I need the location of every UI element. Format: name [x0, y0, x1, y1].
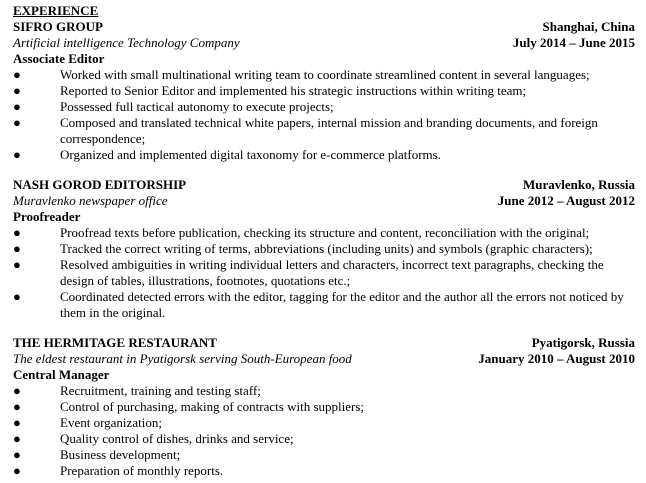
job-entry-sifro [13, 19, 635, 163]
bullet-icon: ● [13, 447, 21, 462]
list-item [13, 447, 635, 463]
job-entry-nash-gorod [13, 177, 635, 321]
company-name: THE HERMITAGE RESTAURANT [13, 335, 217, 350]
bullet-icon: ● [13, 289, 21, 304]
list-item [13, 241, 635, 257]
bullet-icon: ● [13, 257, 21, 272]
duties-list [13, 67, 635, 163]
list-item [13, 463, 635, 479]
bullet-icon: ● [13, 99, 21, 114]
company-name: NASH GOROD EDITORSHIP [13, 177, 187, 192]
bullet-icon: ● [13, 115, 21, 130]
job-location: Muravlenko, Russia [523, 177, 635, 192]
duty-text: Tracked the correct writing of terms, abbreviations (including units) and symbols (graphic characters); [60, 241, 593, 256]
duty-text: Worked with small multinational writing team to coordinate streamlined content in several languages; [60, 67, 590, 82]
duty-text: Reported to Senior Editor and implemented his strategic instructions within writing team; [60, 83, 527, 98]
bullet-icon: ● [13, 383, 21, 398]
job-dates: July 2014 – June 2015 [512, 35, 635, 50]
list-item [13, 415, 635, 431]
list-item [13, 115, 635, 147]
job-title: Central Manager [13, 367, 110, 382]
job-title: Associate Editor [13, 51, 105, 66]
duty-text: Event organization; [60, 415, 162, 430]
bullet-icon: ● [13, 67, 21, 82]
list-item [13, 289, 635, 321]
job-subheader-row [13, 351, 635, 367]
list-item [13, 147, 635, 163]
duty-text: Quality control of dishes, drinks and service; [60, 431, 294, 446]
company-name: SIFRO GROUP [13, 19, 103, 34]
list-item [13, 83, 635, 99]
job-subheader-row [13, 35, 635, 51]
job-subheader-row [13, 193, 635, 209]
bullet-icon: ● [13, 415, 21, 430]
bullet-icon: ● [13, 225, 21, 240]
bullet-icon: ● [13, 83, 21, 98]
duty-text: Control of purchasing, making of contracts with suppliers; [60, 399, 365, 414]
job-location: Pyatigorsk, Russia [531, 335, 635, 350]
duty-text: Proofread texts before publication, checking its structure and content, reconciliation with the original; [60, 225, 590, 240]
bullet-icon: ● [13, 431, 21, 446]
bullet-icon: ● [13, 463, 21, 478]
list-item [13, 67, 635, 83]
duty-text: Preparation of monthly reports. [60, 463, 224, 478]
duties-list [13, 225, 635, 321]
duty-text: Organized and implemented digital taxonomy for e-commerce platforms. [60, 147, 441, 162]
list-item [13, 225, 635, 241]
job-title: Proofreader [13, 209, 81, 224]
duty-text: Composed and translated technical white papers, internal mission and branding documents, and foreign correspondence; [60, 115, 598, 146]
duties-list [13, 383, 635, 479]
job-entry-hermitage [13, 335, 635, 479]
bullet-icon: ● [13, 147, 21, 162]
company-description: The eldest restaurant in Pyatigorsk serving South-European food [13, 351, 352, 366]
company-description: Muravlenko newspaper office [13, 193, 168, 208]
company-description: Artificial intelligence Technology Company [13, 35, 240, 50]
list-item [13, 257, 635, 289]
list-item [13, 399, 635, 415]
duty-text: Possessed full tactical autonomy to execute projects; [60, 99, 334, 114]
duty-text: Resolved ambiguities in writing individual letters and characters, incorrect text paragraphs, checking the design of tables, illustrations, footnotes, quotations etc.; [60, 257, 604, 288]
section-title: EXPERIENCE [13, 3, 99, 18]
list-item [13, 383, 635, 399]
job-location: Shanghai, China [542, 19, 635, 34]
job-header-row [13, 19, 635, 35]
bullet-icon: ● [13, 399, 21, 414]
duty-text: Coordinated detected errors with the editor, tagging for the editor and the author all the errors not noticed by them in the original. [60, 289, 624, 320]
duty-text: Recruitment, training and testing staff; [60, 383, 261, 398]
duty-text: Business development; [60, 447, 181, 462]
list-item [13, 99, 635, 115]
job-dates: January 2010 – August 2010 [478, 351, 635, 366]
list-item [13, 431, 635, 447]
resume-page [13, 3, 635, 479]
job-header-row [13, 335, 635, 351]
job-header-row [13, 177, 635, 193]
bullet-icon: ● [13, 241, 21, 256]
job-dates: June 2012 – August 2012 [497, 193, 635, 208]
